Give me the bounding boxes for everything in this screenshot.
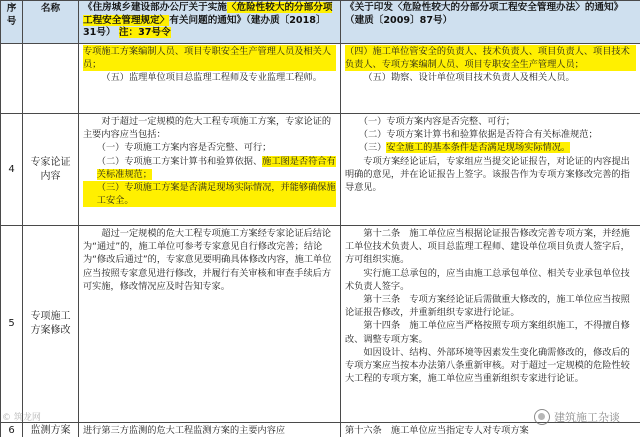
row0-left-line: （五）监理单位项目总监理工程师及专业监理工程师。 xyxy=(101,72,322,84)
old-title-part-a: 《住房城乡建设部办公厅关于实施 xyxy=(83,2,227,13)
row5-right xyxy=(341,226,640,423)
row5-right-line: 第十三条 专项方案经论证后需做重大修改的，施工单位应当按照论证报告修改，并重新组织专家进行论证。 xyxy=(345,294,630,319)
watermark-right xyxy=(534,409,620,425)
row0-right-line: （四）施工单位管安全的负责人、技术负责人、项目负责人、项目技术负责人、专项方案编制人员、项目专职安全生产管理人员； xyxy=(345,45,636,71)
row5-right-line: 第十二条 施工单位应当根据论证报告修改完善专项方案，并经施工单位技术负责人、项目总监理工程师、建设单位项目负责人签字后，方可组织实施。 xyxy=(345,228,630,266)
table-header-row xyxy=(1,1,640,44)
row4-right-line: 专项方案经论证后，专家组应当提交论证报告，对论证的内容提出明确的意见，并在论证报告上签字。该报告作为专项方案修改完善的指导意见。 xyxy=(345,155,630,194)
row0-left-line: 专项施工方案编制人员、项目专职安全生产管理人员及相关人员； xyxy=(83,45,336,71)
row6-no: 6 xyxy=(1,423,23,437)
row4-left-line: （二）专项施工方案计算书和验算依据、施工图是否符合有关标准规范； xyxy=(96,155,336,180)
row4-right-line: （三）安全施工的基本条件是否满足现场实际情况。 xyxy=(358,142,571,154)
header-new-regulation xyxy=(341,1,640,44)
old-title-part-b: 〈危险性较大的分部分项工程安全管理规定〉 xyxy=(83,2,333,26)
table-row xyxy=(1,114,640,226)
row4-right-line: （二）专项方案计算书和验算依据是否符合有关标准规范； xyxy=(358,129,598,141)
row5-right-line: 实行施工总承包的，应当由施工总承包单位、相关专业承包单位技术负责人签字。 xyxy=(345,267,630,292)
table-row xyxy=(1,226,640,423)
row4-name: 专家论证内容 xyxy=(23,114,79,226)
table-row xyxy=(1,44,640,114)
watermark-right-text: 建筑施工杂谈 xyxy=(554,411,620,424)
new-title: 《关于印发〈危险性较大的分部分项工程安全管理办法〉的通知》（建质〔2009〕87号） xyxy=(345,2,624,26)
row4-no: 4 xyxy=(1,114,23,226)
row0-right-line: （五）勘察、设计单位项目技术负责人及相关人员。 xyxy=(363,72,575,84)
row4-right-line: （一）专项方案内容是否完整、可行； xyxy=(358,116,515,127)
row6-left: 进行第三方监测的危大工程监测方案的主要内容应 xyxy=(79,423,341,437)
row5-right-line: 第十四条 施工单位应当严格按照专项方案组织施工，不得擅自修改、调整专项方案。 xyxy=(345,320,630,345)
row5-name: 专项施工方案修改 xyxy=(23,226,79,423)
header-old-regulation xyxy=(79,1,341,44)
row4-left xyxy=(79,114,341,226)
old-title-part-c: 有关问题的通知》（建办质〔2018〕31号） xyxy=(83,14,326,38)
row0-right xyxy=(341,44,640,114)
row6-right: 第十六条 施工单位应当指定专人对专项方案 xyxy=(341,423,640,437)
row4-right xyxy=(341,114,640,226)
header-name: 名称 xyxy=(23,1,79,44)
row5-left-line: 超过一定规模的危大工程专项施工方案经专家论证后结论为“通过”的，施工单位可参考专家意见自行修改完善；结论为“修改后通过”的，专家意见要明确具体修改内容，施工单位应当按照专家意见进行修改，并履行有关审核和审查手续后方可实施，修改情况应及时告知专家。 xyxy=(83,228,332,292)
row4-left-line: 对于超过一定规模的危大工程专项施工方案，专家论证的主要内容应当包括： xyxy=(83,116,332,141)
header-no: 序号 xyxy=(1,1,23,44)
watermark-left: © 筑龙网 xyxy=(2,413,41,423)
wechat-logo-icon xyxy=(534,409,550,425)
row4-left-line: （三）专项施工方案是否满足现场实际情况，并能够确保施工安全。 xyxy=(83,181,336,207)
row5-no: 5 xyxy=(1,226,23,423)
row0-name xyxy=(23,44,79,114)
row0-left xyxy=(79,44,341,114)
row0-no xyxy=(1,44,23,114)
row6-name: 监测方案 xyxy=(23,423,79,437)
row5-left xyxy=(79,226,341,423)
row5-right-line: 如因设计、结构、外部环境等因素发生变化确需修改的，修改后的专项方案应当按本办法第八条重新审核。对于超过一定规模的危险性较大工程的专项方案，施工单位应当重新组织专家进行论证。 xyxy=(345,346,630,385)
old-title-note: 注：37号令 xyxy=(118,27,171,38)
row4-left-line: （一）专项施工方案内容是否完整、可行； xyxy=(96,142,272,154)
